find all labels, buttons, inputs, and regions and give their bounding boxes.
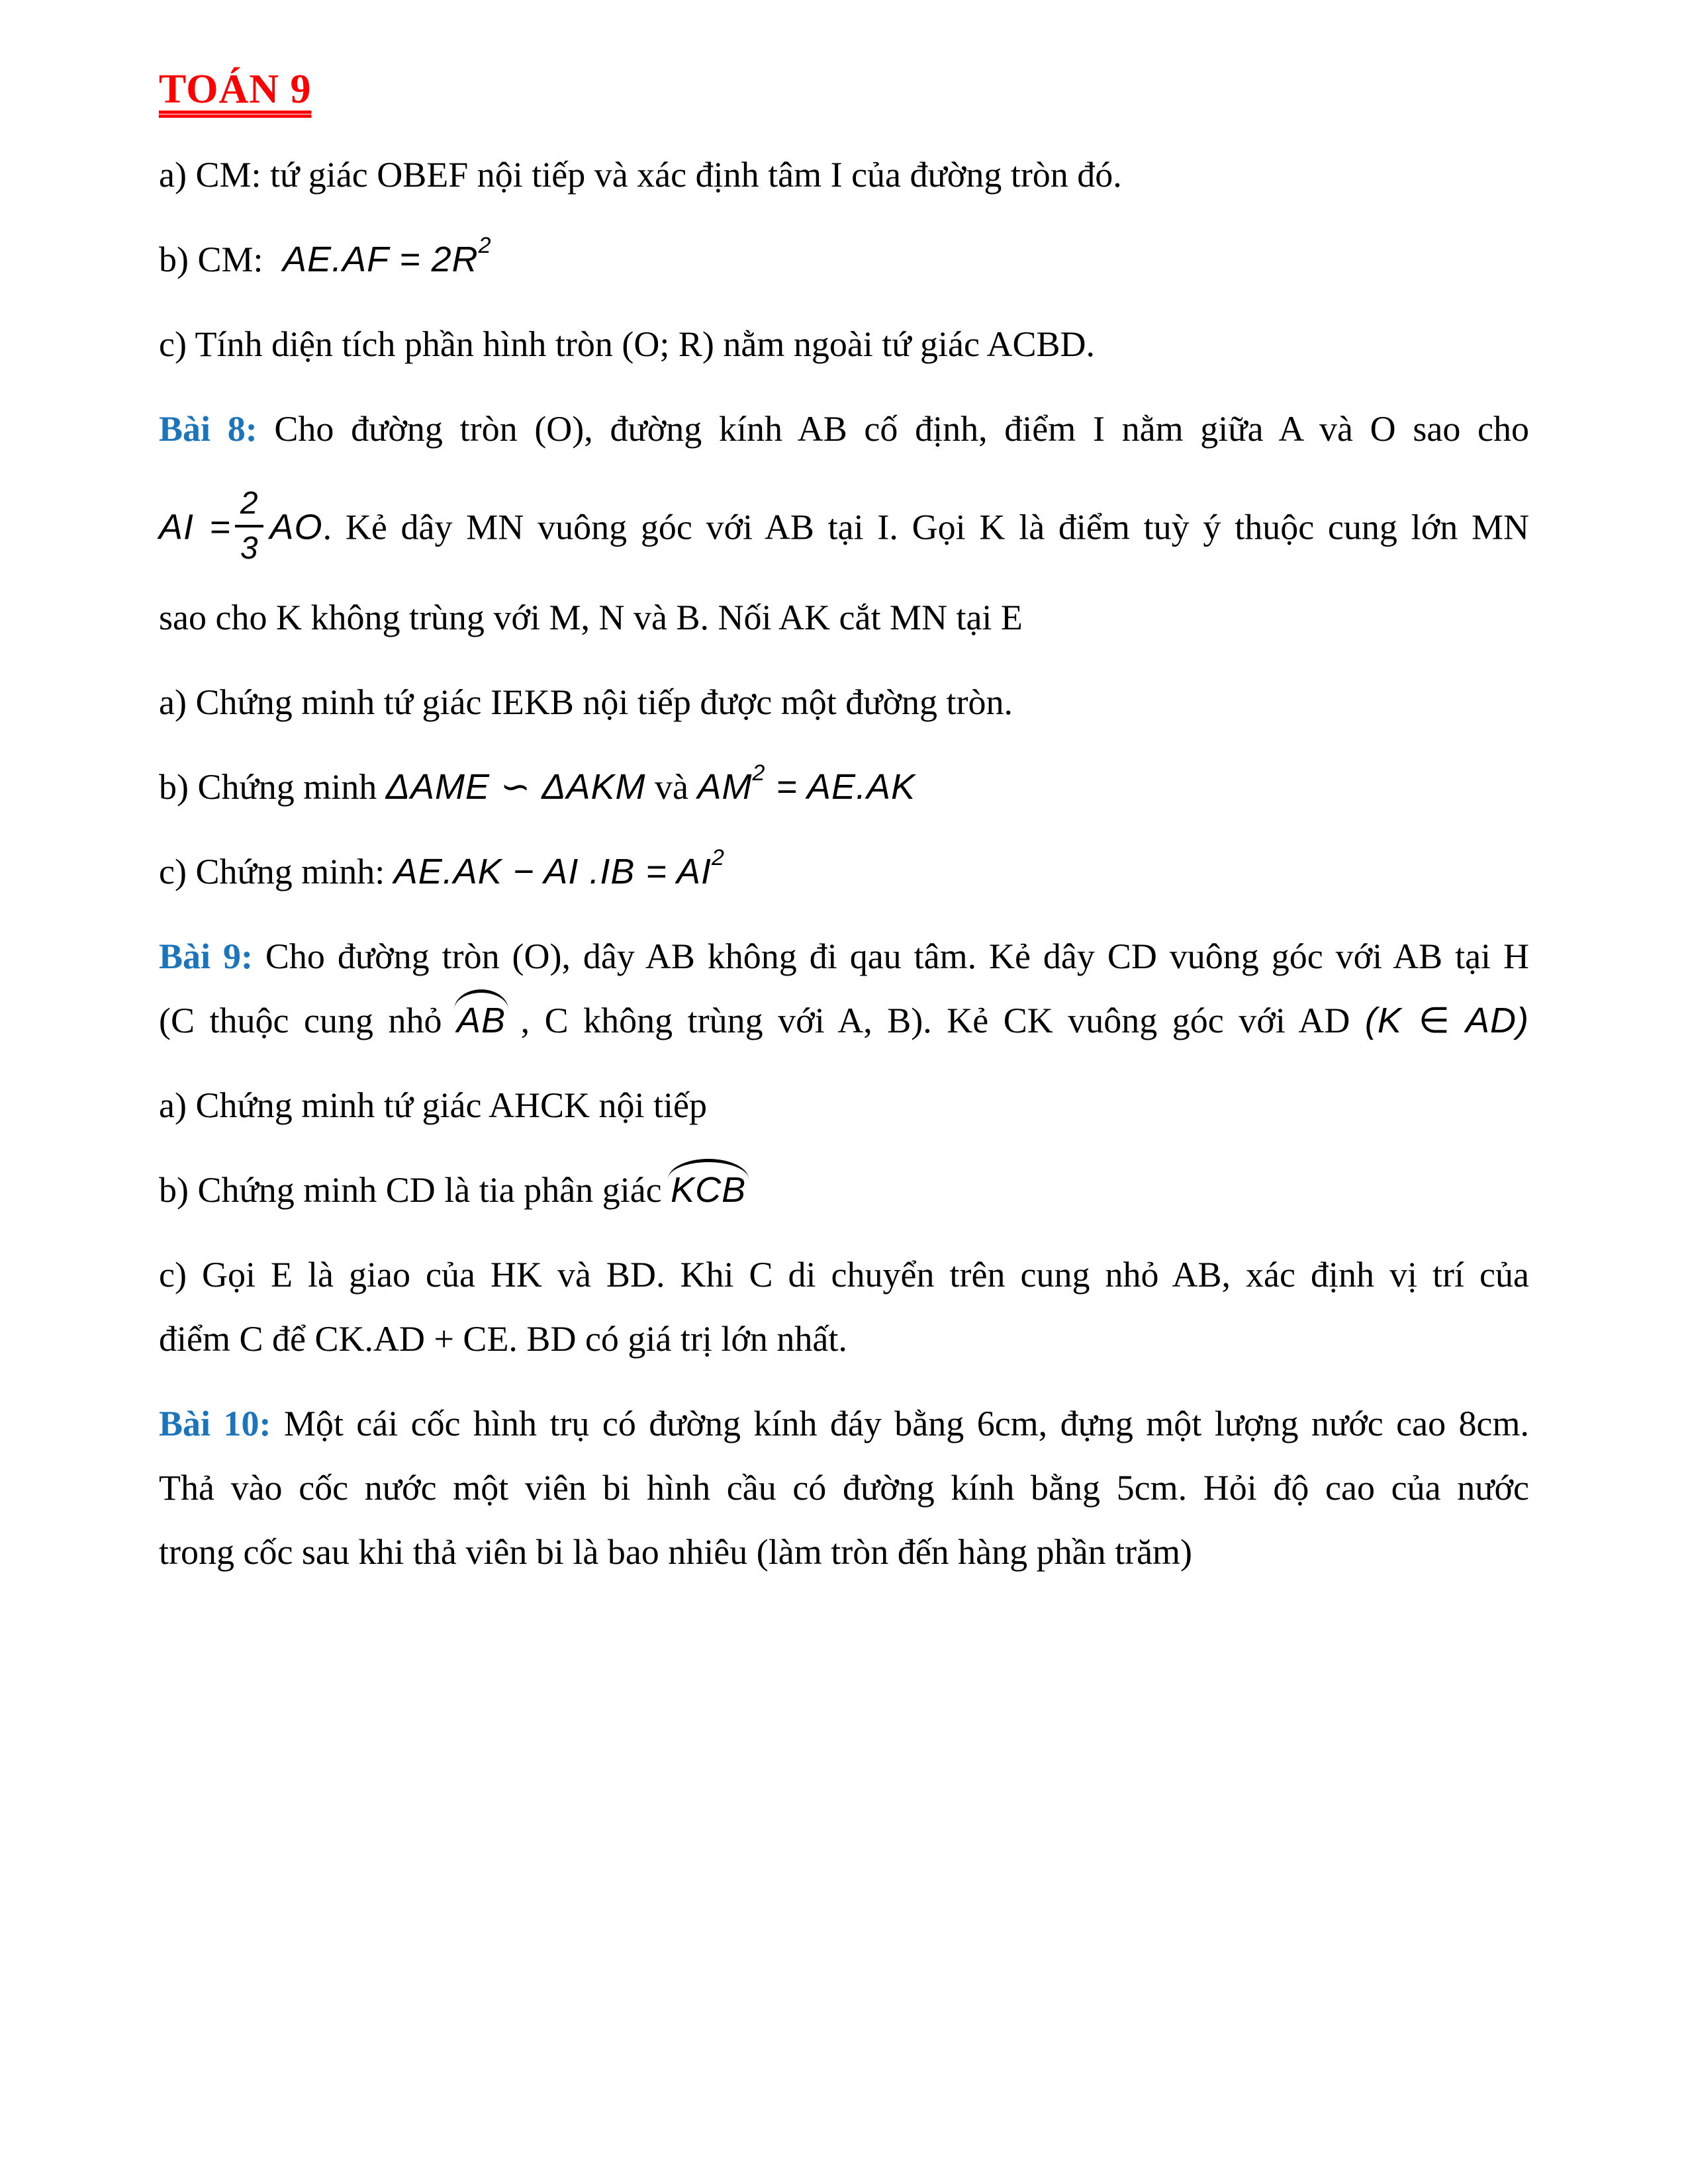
bai8-item-a [159,682,1529,723]
fraction-two-thirds [235,488,263,565]
bai9-item-a [159,1085,1529,1126]
text-segment: (C thuộc cung nhỏ [159,1001,457,1040]
bai10-line2 [159,1467,1529,1508]
exponent: 2 [711,845,725,870]
fraction-denominator: 3 [240,531,258,566]
page-title: TOÁN 9 [159,67,312,112]
math-ao: AO [269,507,323,547]
intro-item-b [159,233,1529,280]
bai8-item-b [159,760,1529,807]
text-segment: , C không trùng với A, B). Kẻ CK vuông góc với AD [506,1001,1365,1040]
math-text: AE.AK − AI .IB = AI [393,852,712,891]
math-text: AE.AF = 2R [283,240,479,279]
bai9-item-c-line2 [159,1318,1529,1359]
text-segment: . Kẻ dây MN vuông góc với AB tại I. Gọi K là điểm tuỳ ý thuộc cung lớn MN [322,507,1529,547]
intro-item-a [159,154,1529,195]
math-text: AM [697,767,753,807]
exponent: 2 [478,233,492,258]
text-segment: c) Gọi E là giao của HK và BD. Khi C di chuyển trên cung nhỏ AB, xác định vị trí của [159,1255,1529,1295]
text-segment: a) Chứng minh tứ giác IEKB nội tiếp được một đường tròn. [159,682,1013,722]
math-similar-triangles: ΔAME ∽ ΔAKM [385,767,646,807]
text-segment: trong cốc sau khi thả viên bi là bao nhiêu (làm tròn đến hàng phần trăm) [159,1532,1193,1572]
text-segment: c) Chứng minh: [159,852,394,891]
math-k-in-ad: (K ∈ AD) [1364,1001,1529,1040]
bai10-line3 [159,1531,1529,1572]
bai8-item-c [159,845,1529,892]
math-am-squared [697,760,916,807]
bai10-heading-line [159,1403,1529,1444]
math-text: = AE.AK [765,767,916,807]
text-segment: Cho đường tròn (O), dây AB không đi qau tâm. Kẻ dây CD vuông góc với AB tại H [252,936,1529,976]
math-ai-equals: AI = [159,507,231,547]
bai8-line3 [159,597,1529,638]
math-ae-ak-identity [393,845,725,891]
math-formula-ae-af [283,233,492,279]
problem-label-bai8: Bài 8: [159,409,258,449]
text-segment: điểm C để CK.AD + CE. BD có giá trị lớn nhất. [159,1319,847,1359]
bai8-fraction-line [159,488,1529,574]
text-segment: sao cho K không trùng với M, N và B. Nối AK cắt MN tại E [159,598,1023,637]
bai9-item-c-line1 [159,1254,1529,1295]
title-row [159,66,1529,113]
bai9-line2 [159,1000,1529,1041]
bai9-item-b [159,1169,1529,1210]
text-segment: a) CM: tứ giác OBEF nội tiếp và xác định tâm I của đường tròn đó. [159,155,1122,195]
text-segment: a) Chứng minh tứ giác AHCK nội tiếp [159,1085,707,1125]
text-segment: Một cái cốc hình trụ có đường kính đáy bằng 6cm, đựng một lượng nước cao 8cm. [271,1404,1529,1443]
fraction-numerator: 2 [235,488,263,527]
exponent: 2 [752,760,766,786]
bai9-heading-line [159,936,1529,977]
text-segment: Thả vào cốc nước một viên bi hình cầu có đường kính bằng 5cm. Hỏi độ cao của nước [159,1468,1529,1508]
text-segment: c) Tính diện tích phần hình tròn (O; R) nằm ngoài tứ giác ACBD. [159,324,1096,364]
text-segment: b) CM: [159,240,263,279]
problem-label-bai9: Bài 9: [159,936,253,976]
arc-kcb: KCB [671,1170,747,1210]
bai8-heading-line [159,408,1529,449]
arc-ab: AB [457,1001,506,1040]
text-segment: b) Chứng minh [159,767,386,807]
intro-item-c [159,324,1529,365]
problem-label-bai10: Bài 10: [159,1404,271,1443]
text-segment: b) Chứng minh CD là tia phân giác [159,1170,671,1210]
text-segment: Cho đường tròn (O), đường kính AB cố định, điểm I nằm giữa A và O sao cho [257,409,1529,449]
text-segment: và [655,767,698,807]
